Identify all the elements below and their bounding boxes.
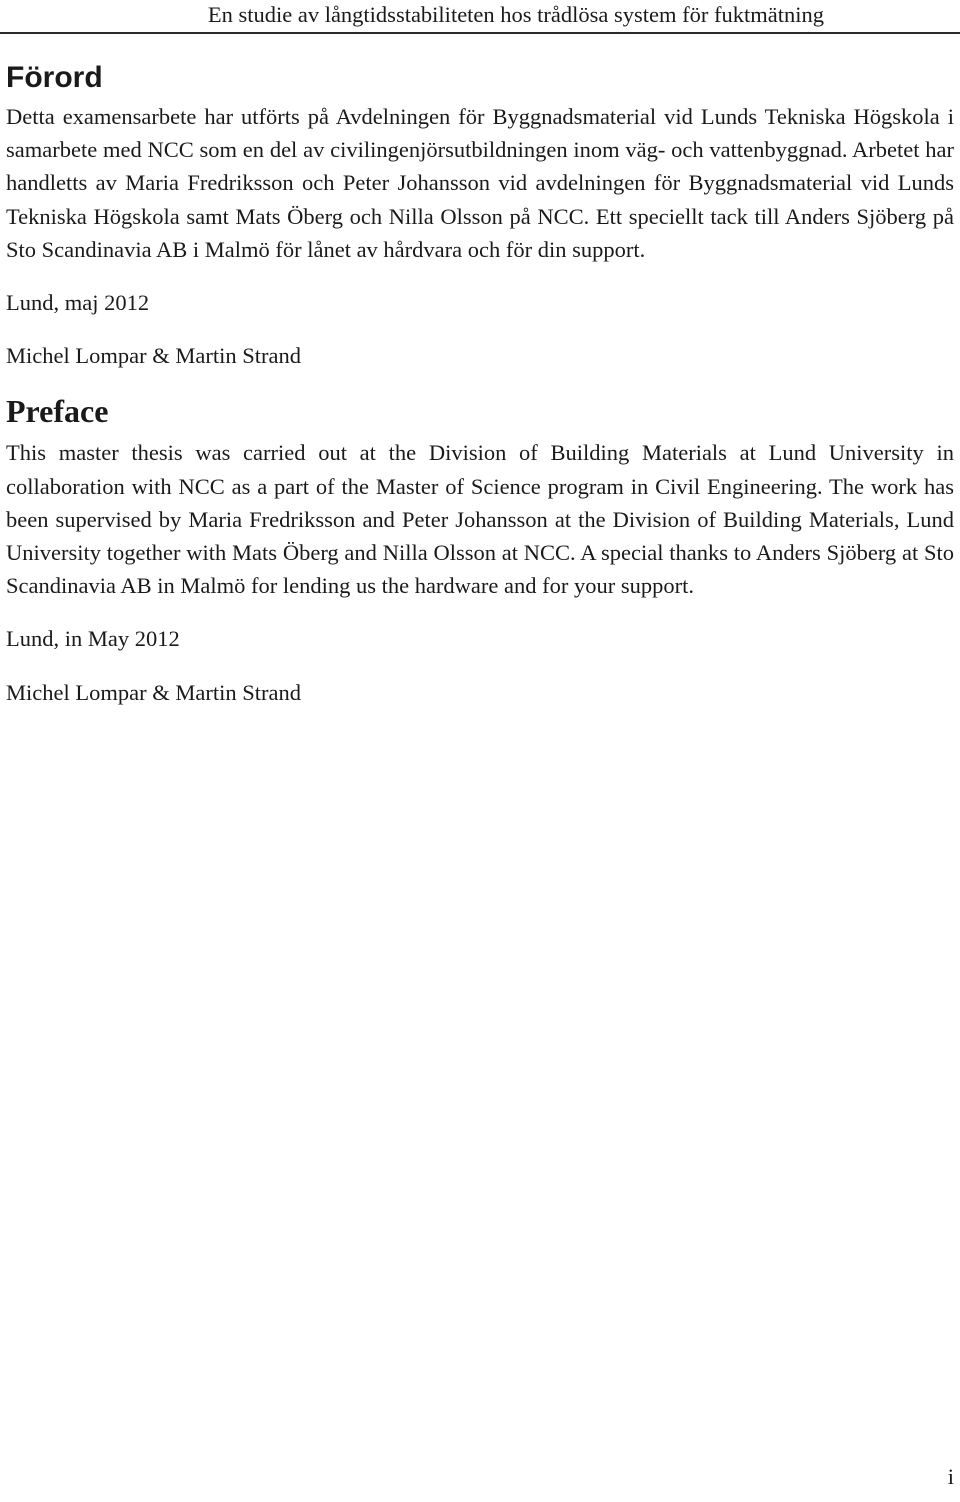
running-header [0, 2, 960, 34]
forord-place-date: Lund, maj 2012 [6, 290, 150, 316]
forord-body: Detta examensarbete har utförts på Avdelningen för Byggnadsmaterial vid Lunds Tekniska Högskola i samarbete med NCC som en del av civilingenjörsutbildningen inom väg- och vattenbyggnad. Arbetet har handletts av Maria Fredriksson och Peter Johansson vid avdelningen för Byggnadsmaterial vid Lunds Tekniska Högskola samt Mats Öberg och Nilla Olsson på NCC. Ett speciellt tack till Anders Sjöberg på Sto Scandinavia AB i Malmö för lånet av hårdvara och för din support. [6, 104, 954, 262]
preface-body: This master thesis was carried out at the Division of Building Materials at Lund University in collaboration with NCC as a part of the Master of Science program in Civil Engineering. The work has been supervised by Maria Fredriksson and Peter Johansson at the Division of Building Materials, Lund University together with Mats Öberg and Nilla Olsson at NCC. A special thanks to Anders Sjöberg at Sto Scandinavia AB in Malmö for lending us the hardware and for your support. [6, 440, 954, 599]
forord-authors: Michel Lompar & Martin Strand [6, 343, 301, 369]
preface-authors: Michel Lompar & Martin Strand [6, 679, 301, 705]
preface-place-date: Lund, in May 2012 [6, 626, 180, 652]
page-number: i [947, 1464, 954, 1489]
preface-heading: Preface [6, 393, 109, 430]
forord-section [6, 56, 954, 372]
running-title: En studie av långtidsstabiliteten hos trådlösa system för fuktmätning [207, 2, 824, 27]
forord-heading: Förord [6, 61, 103, 94]
preface-section [6, 386, 954, 708]
page-content [6, 56, 954, 709]
